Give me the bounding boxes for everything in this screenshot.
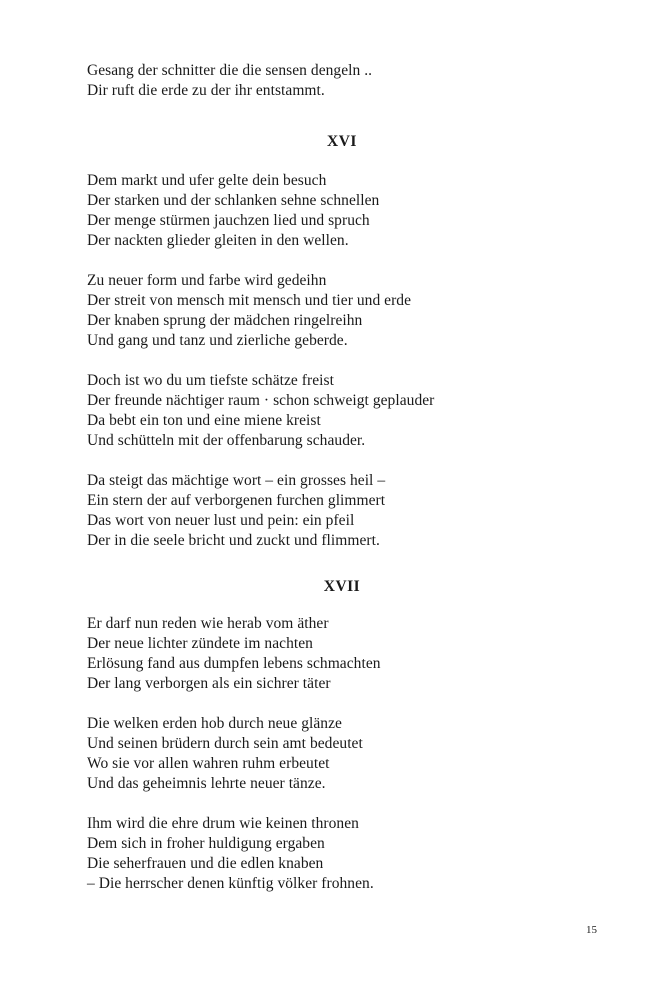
verse-line: Der lang verborgen als ein sichrer täter [87,675,331,692]
verse-line: Zu neuer form und farbe wird gedeihn [87,272,327,289]
verse-line: Doch ist wo du um tiefste schätze freist [87,372,334,389]
stanza [87,814,607,894]
verse-line: Die welken erden hob durch neue glänze [87,715,342,732]
verse-line: Der neue lichter zündete im nachten [87,635,313,652]
verse-line: Der streit von mensch mit mensch und tier und erde [87,292,412,309]
verse-line: Da bebt ein ton und eine miene kreist [87,412,321,429]
verse-line: Dem sich in froher huldigung ergaben [87,835,325,852]
stanza [87,371,607,451]
opening-stanza [87,61,607,101]
stanza [87,714,607,794]
verse-line: Der freunde nächtiger raum · schon schweigt geplauder [87,392,435,409]
verse-line: Da steigt das mächtige wort – ein grosses heil – [87,472,386,489]
verse-line: Der nackten glieder gleiten in den wellen. [87,232,349,249]
verse-line: Dem markt und ufer gelte dein besuch [87,172,327,189]
verse-line: Dir ruft die erde zu der ihr entstammt. [87,82,325,99]
verse-line: Der in die seele bricht und zuckt und flimmert. [87,532,380,549]
verse-line: Der menge stürmen jauchzen lied und spruch [87,212,370,229]
verse-line: Und seinen brüdern durch sein amt bedeutet [87,735,363,752]
verse-line: Der starken und der schlanken sehne schnellen [87,192,380,209]
verse-line: Die seherfrauen und die edlen knaben [87,855,324,872]
stanza [87,471,607,551]
verse-line: Ihm wird die ehre drum wie keinen thronen [87,815,359,832]
verse-line: Er darf nun reden wie herab vom äther [87,615,329,632]
verse-line: Ein stern der auf verborgenen furchen glimmert [87,492,386,509]
section-xvi [87,171,607,551]
verse-line: Erlösung fand aus dumpfen lebens schmachten [87,655,381,672]
section-title-xvii: XVII [323,578,361,595]
page-number: 15 [586,924,597,936]
verse-line: Wo sie vor allen wahren ruhm erbeutet [87,755,330,772]
stanza [87,171,607,251]
verse-line: Das wort von neuer lust und pein: ein pfeil [87,512,355,529]
poem-page [87,61,607,894]
verse-line: Und gang und tanz und zierliche geberde. [87,332,348,349]
verse-line: Der knaben sprung der mädchen ringelreihn [87,312,363,329]
stanza [87,614,607,694]
stanza [87,271,607,351]
section-title-xvi: XVI [327,133,357,150]
verse-line: Gesang der schnitter die die sensen dengeln .. [87,62,373,79]
verse-line: – Die herrscher denen künftig völker frohnen. [87,875,374,892]
section-xvii [87,614,607,894]
verse-line: Und schütteln mit der offenbarung schauder. [87,432,366,449]
verse-line: Und das geheimnis lehrte neuer tänze. [87,775,326,792]
